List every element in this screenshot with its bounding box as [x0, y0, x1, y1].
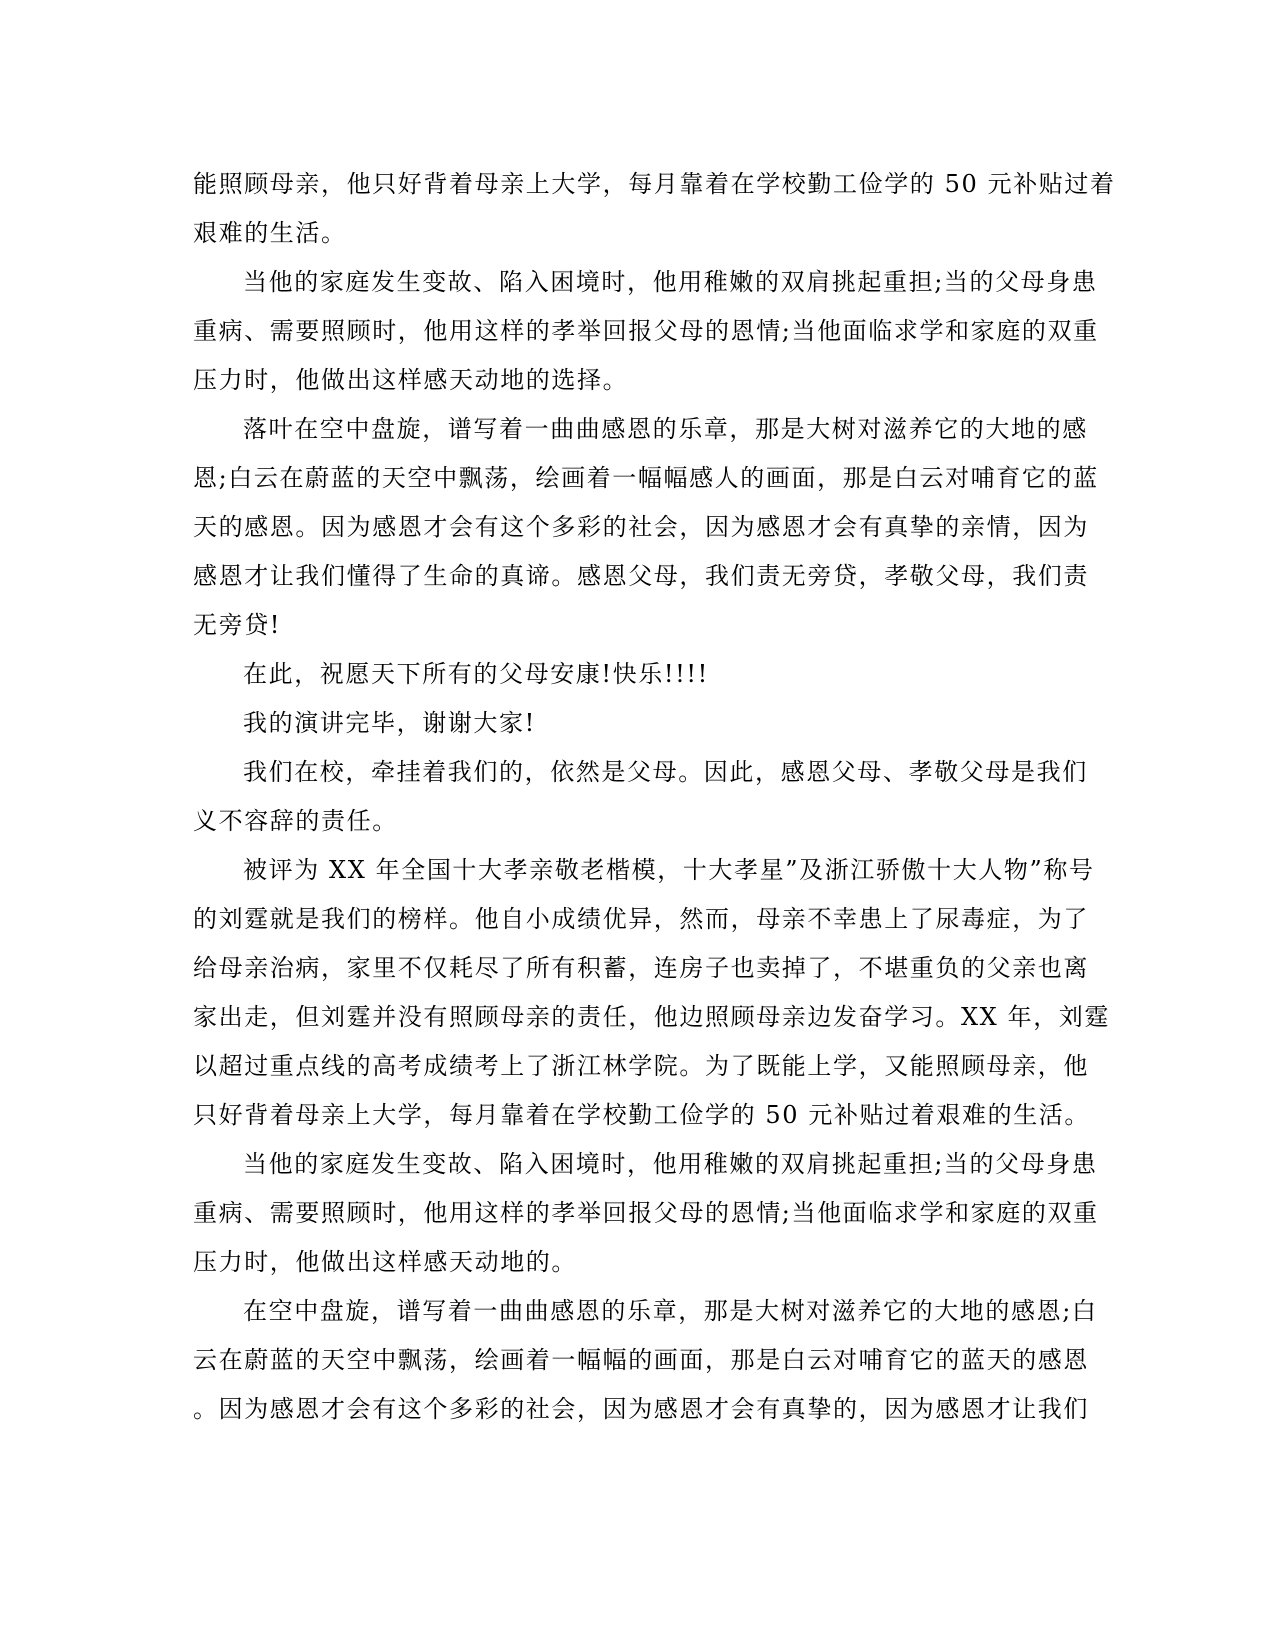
- text-line: 当他的家庭发生变故、陷入困境时，他用稚嫩的双肩挑起重担;当的父母身患: [243, 1150, 1098, 1178]
- text-line: 能照顾母亲，他只好背着母亲上大学，每月靠着在学校勤工俭学的 50 元补贴过着: [193, 170, 1116, 198]
- text-line: 艰难的生活。: [193, 219, 347, 247]
- text-line: 无旁贷!: [193, 611, 282, 639]
- text-line: 云在蔚蓝的天空中飘荡，绘画着一幅幅的画面，那是白云对哺育它的蓝天的感恩: [193, 1346, 1089, 1374]
- text-line: 。因为感恩才会有这个多彩的社会，因为感恩才会有真挚的，因为感恩才让我们: [193, 1395, 1089, 1423]
- text-line: 天的感恩。因为感恩才会有这个多彩的社会，因为感恩才会有真挚的亲情，因为: [193, 513, 1089, 541]
- text-line: 的刘霆就是我们的榜样。他自小成绩优异，然而，母亲不幸患上了尿毒症，为了: [193, 905, 1089, 933]
- text-line: 只好背着母亲上大学，每月靠着在学校勤工俭学的 50 元补贴过着艰难的生活。: [193, 1101, 1090, 1129]
- text-line: 压力时，他做出这样感天动地的。: [193, 1248, 577, 1276]
- text-line: 当他的家庭发生变故、陷入困境时，他用稚嫩的双肩挑起重担;当的父母身患: [243, 268, 1098, 296]
- text-line: 给母亲治病，家里不仅耗尽了所有积蓄，连房子也卖掉了，不堪重负的父亲也离: [193, 954, 1089, 982]
- text-line: 落叶在空中盘旋，谱写着一曲曲感恩的乐章，那是大树对滋养它的大地的感: [243, 415, 1088, 443]
- text-line: 在此，祝愿天下所有的父母安康!快乐!!!!: [243, 660, 709, 688]
- text-line: 感恩才让我们懂得了生命的真谛。感恩父母，我们责无旁贷，孝敬父母，我们责: [193, 562, 1089, 590]
- text-line: 重病、需要照顾时，他用这样的孝举回报父母的恩情;当他面临求学和家庭的双重: [193, 1199, 1099, 1227]
- text-line: 我的演讲完毕，谢谢大家!: [243, 709, 536, 737]
- text-line: 我们在校，牵挂着我们的，依然是父母。因此，感恩父母、孝敬父母是我们: [243, 758, 1088, 786]
- text-line: 恩;白云在蔚蓝的天空中飘荡，绘画着一幅幅感人的画面，那是白云对哺育它的蓝: [193, 464, 1099, 492]
- text-line: 义不容辞的责任。: [193, 807, 398, 835]
- text-line: 被评为 XX 年全国十大孝亲敬老楷模，十大孝星”及浙江骄傲十大人物”称号: [243, 856, 1095, 884]
- text-line: 压力时，他做出这样感天动地的选择。: [193, 366, 629, 394]
- text-line: 重病、需要照顾时，他用这样的孝举回报父母的恩情;当他面临求学和家庭的双重: [193, 317, 1099, 345]
- text-line: 家出走，但刘霆并没有照顾母亲的责任，他边照顾母亲边发奋学习。XX 年，刘霆: [193, 1003, 1110, 1031]
- text-line: 以超过重点线的高考成绩考上了浙江林学院。为了既能上学，又能照顾母亲，他: [193, 1052, 1089, 1080]
- text-line: 在空中盘旋，谱写着一曲曲感恩的乐章，那是大树对滋养它的大地的感恩;白: [243, 1297, 1098, 1325]
- document-body: [193, 160, 1116, 1434]
